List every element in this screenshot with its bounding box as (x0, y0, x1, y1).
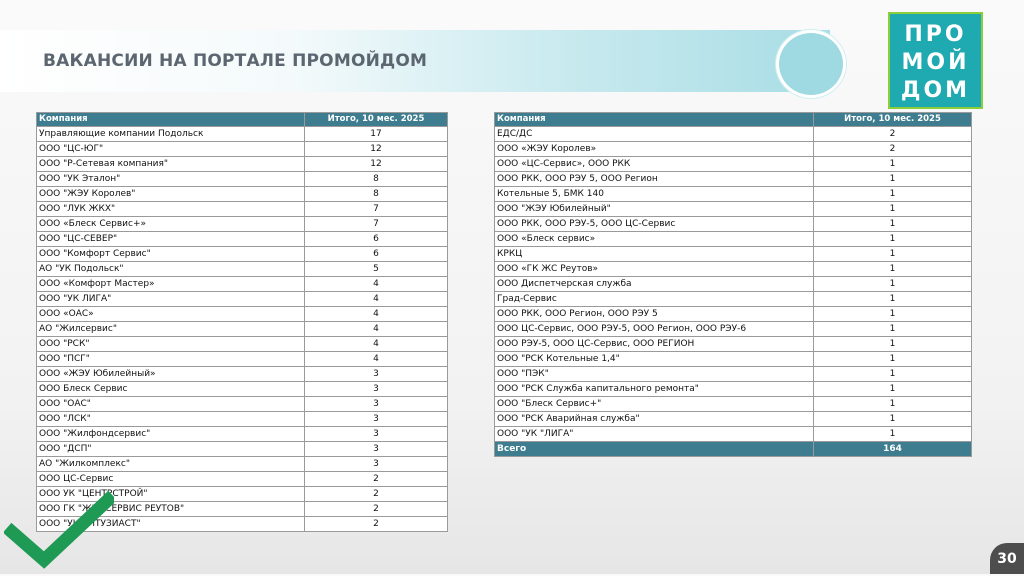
total-cell: 1 (814, 292, 972, 307)
total-cell: 1 (814, 247, 972, 262)
table-row (495, 262, 972, 277)
total-cell: 8 (305, 187, 448, 202)
table-row (495, 352, 972, 367)
total-value: 164 (814, 442, 972, 457)
company-cell: ООО "ПЭК" (495, 367, 814, 382)
company-cell: ООО «ОАС» (37, 307, 305, 322)
table-row (495, 247, 972, 262)
total-cell: 1 (814, 337, 972, 352)
table-row (37, 277, 448, 292)
total-cell: 1 (814, 427, 972, 442)
company-cell: АО "Жилсервис" (37, 322, 305, 337)
total-cell: 1 (814, 367, 972, 382)
company-cell: ООО "УК ЭНТУЗИАСТ" (37, 517, 305, 532)
company-cell: ООО "ЖЭУ Королев" (37, 187, 305, 202)
total-cell: 3 (305, 397, 448, 412)
table-row (37, 307, 448, 322)
table-row (37, 187, 448, 202)
table-row (495, 427, 972, 442)
total-cell: 8 (305, 172, 448, 187)
company-cell: ООО "УК ЛИГА" (37, 292, 305, 307)
company-cell: ООО "РСК Котельные 1,4" (495, 352, 814, 367)
table-row (37, 427, 448, 442)
table-row (495, 127, 972, 142)
total-cell: 3 (305, 442, 448, 457)
table-row (495, 142, 972, 157)
company-cell: ООО "РСК Служба капитального ремонта" (495, 382, 814, 397)
company-cell: Управляющие компании Подольск (37, 127, 305, 142)
table-row (495, 277, 972, 292)
total-cell: 2 (305, 517, 448, 532)
table-row (37, 262, 448, 277)
table-row (495, 382, 972, 397)
company-cell: ООО «Блеск Сервис+» (37, 217, 305, 232)
total-cell: 1 (814, 172, 972, 187)
total-cell: 1 (814, 157, 972, 172)
total-cell: 3 (305, 412, 448, 427)
table-row (495, 412, 972, 427)
company-cell: ООО «ЖЭУ Юбилейный» (37, 367, 305, 382)
company-cell: ООО "Блеск Сервис+" (495, 397, 814, 412)
total-cell: 4 (305, 322, 448, 337)
total-cell: 1 (814, 202, 972, 217)
table-row (495, 172, 972, 187)
total-cell: 1 (814, 307, 972, 322)
promoydom-logo (888, 12, 983, 109)
table-row (495, 292, 972, 307)
total-cell: 7 (305, 217, 448, 232)
table-row (37, 382, 448, 397)
table-row (37, 352, 448, 367)
total-cell: 3 (305, 367, 448, 382)
company-cell: ООО ЦС-Сервис, ООО РЭУ-5, ООО Регион, ООО РЭУ-6 (495, 322, 814, 337)
table-row (495, 157, 972, 172)
company-cell: ООО ГК "ЖИЛСЕРВИС РЕУТОВ" (37, 502, 305, 517)
table-row (37, 202, 448, 217)
total-cell: 4 (305, 292, 448, 307)
total-cell: 1 (814, 232, 972, 247)
table-row (37, 172, 448, 187)
table-row (37, 127, 448, 142)
page-number: 30 (990, 543, 1024, 574)
company-cell: ООО РКК, ООО РЭУ-5, ООО ЦС-Сервис (495, 217, 814, 232)
page-title: ВАКАНСИИ НА ПОРТАЛЕ ПРОМОЙДОМ (43, 51, 428, 71)
table-row (37, 367, 448, 382)
company-cell: КРКЦ (495, 247, 814, 262)
table-row (495, 337, 972, 352)
total-cell: 1 (814, 262, 972, 277)
company-cell: ООО "РСК Аварийная служба" (495, 412, 814, 427)
vacancies-table-left (36, 112, 448, 532)
total-cell: 2 (814, 127, 972, 142)
company-cell: ООО "Комфорт Сервис" (37, 247, 305, 262)
total-label: Всего (495, 442, 814, 457)
total-cell: 1 (814, 217, 972, 232)
company-cell: ООО "Жилфондсервис" (37, 427, 305, 442)
table-row (495, 367, 972, 382)
table-row (495, 307, 972, 322)
vacancies-table-right (494, 112, 972, 457)
total-cell: 2 (305, 502, 448, 517)
company-cell: АО "УК Подольск" (37, 262, 305, 277)
company-cell: ООО "ОАС" (37, 397, 305, 412)
company-cell: ООО "ЛУК ЖКХ" (37, 202, 305, 217)
total-cell: 1 (814, 322, 972, 337)
total-cell: 12 (305, 142, 448, 157)
total-cell: 1 (814, 382, 972, 397)
company-cell: АО "Жилкомплекс" (37, 457, 305, 472)
table-row (37, 142, 448, 157)
company-cell: ООО РКК, ООО РЭУ 5, ООО Регион (495, 172, 814, 187)
company-cell: ООО "УК "ЛИГА" (495, 427, 814, 442)
company-cell: ООО «ГК ЖС Реутов» (495, 262, 814, 277)
total-cell: 7 (305, 202, 448, 217)
total-cell: 2 (305, 487, 448, 502)
total-cell: 2 (814, 142, 972, 157)
total-cell: 12 (305, 157, 448, 172)
table-row (37, 292, 448, 307)
logo-line-3: ДОМ (900, 78, 971, 103)
column-header-company: Компания (37, 113, 305, 127)
total-cell: 5 (305, 262, 448, 277)
total-cell: 2 (305, 472, 448, 487)
table-row (37, 232, 448, 247)
total-cell: 1 (814, 277, 972, 292)
table-row (37, 457, 448, 472)
table-header-row (495, 113, 972, 127)
total-cell: 3 (305, 457, 448, 472)
company-cell: ООО "ЛСК" (37, 412, 305, 427)
table-row (495, 202, 972, 217)
company-cell: ООО РКК, ООО Регион, ООО РЭУ 5 (495, 307, 814, 322)
company-cell: ООО РЭУ-5, ООО ЦС-Сервис, ООО РЕГИОН (495, 337, 814, 352)
company-cell: ООО "ЦС-СЕВЕР" (37, 232, 305, 247)
total-cell: 1 (814, 187, 972, 202)
company-cell: Град-Сервис (495, 292, 814, 307)
company-cell: ООО "ЖЭУ Юбилейный" (495, 202, 814, 217)
company-cell: ООО Диспетчерская служба (495, 277, 814, 292)
company-cell: ООО "ПСГ" (37, 352, 305, 367)
table-row (37, 442, 448, 457)
company-cell: ООО ЦС-Сервис (37, 472, 305, 487)
table-row (37, 322, 448, 337)
table-row (495, 232, 972, 247)
table-row (37, 472, 448, 487)
total-cell: 3 (305, 427, 448, 442)
company-cell: ООО "УК Эталон" (37, 172, 305, 187)
total-cell: 4 (305, 307, 448, 322)
total-cell: 1 (814, 352, 972, 367)
company-cell: ООО "РСК" (37, 337, 305, 352)
total-row (495, 442, 972, 457)
company-cell: ООО "Р-Сетевая компания" (37, 157, 305, 172)
company-cell: ООО «Комфорт Мастер» (37, 277, 305, 292)
logo-line-1: ПРО (904, 22, 967, 47)
table-row (495, 187, 972, 202)
company-cell: ООО УК "ЦЕНТРСТРОЙ" (37, 487, 305, 502)
checkmark-icon (4, 490, 114, 570)
table-row (495, 217, 972, 232)
total-cell: 6 (305, 247, 448, 262)
table-row (495, 322, 972, 337)
company-cell: ООО "ДСП" (37, 442, 305, 457)
table-row (37, 337, 448, 352)
company-cell: ООО "ЦС-ЮГ" (37, 142, 305, 157)
table-row (37, 412, 448, 427)
company-cell: ООО «Блеск сервис» (495, 232, 814, 247)
total-cell: 4 (305, 277, 448, 292)
table-row (495, 397, 972, 412)
total-cell: 1 (814, 397, 972, 412)
logo-line-2: МОЙ (901, 50, 970, 75)
company-cell: ЕДС/ДС (495, 127, 814, 142)
total-cell: 1 (814, 412, 972, 427)
column-header-company: Компания (495, 113, 814, 127)
company-cell: ООО Блеск Сервис (37, 382, 305, 397)
company-cell: Котельные 5, БМК 140 (495, 187, 814, 202)
company-cell: ООО «ЖЭУ Королев» (495, 142, 814, 157)
column-header-total: Итого, 10 мес. 2025 (305, 113, 448, 127)
total-cell: 4 (305, 352, 448, 367)
table-row (37, 397, 448, 412)
total-cell: 17 (305, 127, 448, 142)
total-cell: 4 (305, 337, 448, 352)
total-cell: 3 (305, 382, 448, 397)
table-row (37, 217, 448, 232)
company-cell: ООО «ЦС-Сервис», ООО РКК (495, 157, 814, 172)
decorative-circle (776, 30, 846, 98)
table-row (37, 247, 448, 262)
table-row (37, 157, 448, 172)
table-header-row (37, 113, 448, 127)
total-cell: 6 (305, 232, 448, 247)
column-header-total: Итого, 10 мес. 2025 (814, 113, 972, 127)
